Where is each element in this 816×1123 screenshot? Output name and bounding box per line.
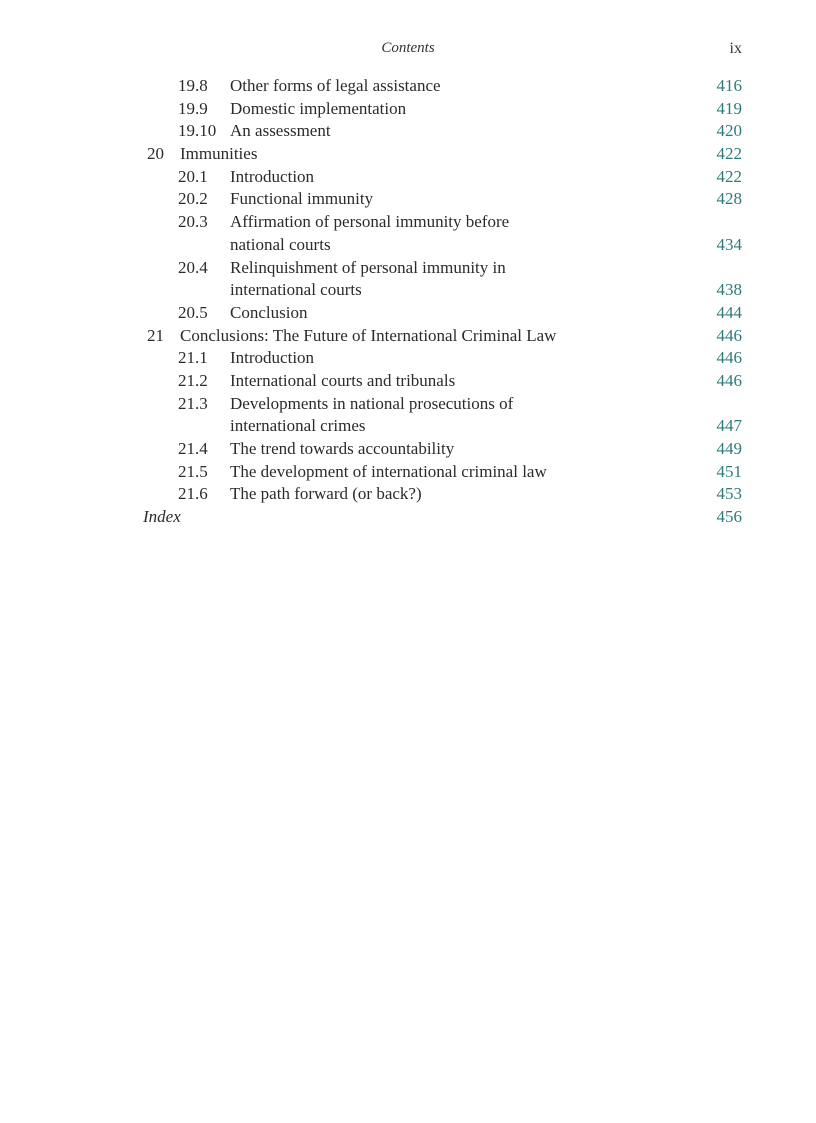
toc-entry-title: Domestic implementation [230, 98, 407, 118]
toc-entry-section[interactable] [0, 120, 816, 143]
toc-entry-cont[interactable] [0, 279, 816, 302]
toc-entry-number: 21.5 [178, 461, 208, 481]
toc-entry-page-link[interactable]: 446 [716, 325, 742, 345]
toc-entry-number: 21.6 [178, 484, 208, 504]
toc-entry-title: international crimes [230, 416, 366, 436]
toc-entry-title: international courts [230, 280, 362, 300]
toc-entry-title: An assessment [230, 121, 331, 141]
toc-entry-page-link[interactable]: 446 [716, 370, 742, 390]
toc-entry-page-link[interactable]: 451 [716, 461, 742, 481]
table-of-contents [0, 75, 816, 529]
toc-entry-title: Introduction [230, 166, 315, 186]
toc-entry-page-link[interactable]: 422 [716, 144, 742, 164]
toc-entry-number: 20.3 [178, 212, 208, 232]
toc-entry-number: 20.4 [178, 257, 208, 277]
toc-entry-section[interactable] [0, 393, 816, 416]
toc-entry-page-link[interactable]: 422 [716, 166, 742, 186]
toc-entry-section[interactable] [0, 483, 816, 506]
toc-entry-number: 19.10 [178, 121, 217, 141]
toc-entry-page-link[interactable]: 456 [716, 507, 742, 527]
toc-entry-number: 20 [147, 144, 164, 164]
toc-entry-page-link[interactable]: 434 [716, 234, 742, 254]
page-number: ix [729, 40, 742, 57]
toc-entry-page-link[interactable]: 447 [716, 416, 742, 436]
toc-entry-section[interactable] [0, 98, 816, 121]
toc-entry-number: 21.3 [178, 393, 208, 413]
toc-entry-cont[interactable] [0, 415, 816, 438]
toc-entry-page-link[interactable]: 449 [716, 439, 742, 458]
toc-entry-section[interactable] [0, 461, 816, 484]
toc-entry-page-link[interactable]: 420 [716, 121, 742, 141]
toc-entry-number: 20.1 [178, 166, 208, 186]
toc-entry-number: 21 [147, 325, 164, 345]
toc-entry-title: Other forms of legal assistance [230, 76, 441, 95]
toc-entry-section[interactable] [0, 166, 816, 189]
toc-entry-section[interactable] [0, 211, 816, 234]
running-head [0, 40, 816, 62]
toc-entry-number: 19.9 [178, 98, 208, 118]
toc-entry-title: Introduction [230, 348, 315, 368]
toc-entry-title: International courts and tribunals [230, 370, 456, 390]
toc-entry-number: 20.5 [178, 302, 208, 322]
toc-entry-title: national courts [230, 234, 331, 254]
toc-entry-title: Index [143, 507, 181, 527]
toc-entry-page-link[interactable]: 453 [716, 484, 742, 504]
toc-entry-title: Relinquishment of personal immunity in [230, 257, 506, 277]
toc-entry-chapter[interactable] [0, 325, 816, 348]
toc-entry-page-link[interactable]: 419 [716, 98, 742, 118]
toc-entry-title: The development of international criminal law [230, 461, 547, 481]
running-title: Contents [381, 40, 435, 56]
toc-entry-title: Developments in national prosecutions of [230, 393, 514, 413]
toc-entry-page-link[interactable]: 446 [716, 348, 742, 368]
toc-entry-section[interactable] [0, 370, 816, 393]
toc-entry-title: The trend towards accountability [230, 439, 455, 458]
toc-entry-chapter[interactable] [0, 143, 816, 166]
toc-entry-page-link[interactable]: 416 [716, 76, 742, 95]
toc-entry-title: The path forward (or back?) [230, 484, 422, 504]
toc-entry-title: Affirmation of personal immunity before [230, 212, 510, 232]
toc-entry-number: 21.2 [178, 370, 208, 390]
toc-entry-number: 21.4 [178, 439, 208, 458]
toc-entry-title: Conclusion [230, 302, 308, 322]
toc-entry-cont[interactable] [0, 234, 816, 257]
toc-entry-number: 20.2 [178, 189, 208, 209]
toc-entry-section[interactable] [0, 438, 816, 461]
toc-entry-section[interactable] [0, 257, 816, 280]
toc-entry-section[interactable] [0, 188, 816, 211]
toc-entry-number: 21.1 [178, 348, 208, 368]
toc-entry-title: Conclusions: The Future of International Criminal Law [180, 325, 557, 345]
toc-entry-page-link[interactable]: 428 [716, 189, 742, 209]
toc-entry-page-link[interactable]: 438 [716, 280, 742, 300]
toc-entry-section[interactable] [0, 75, 816, 98]
toc-entry-section[interactable] [0, 302, 816, 325]
toc-entry-index[interactable] [0, 506, 816, 529]
toc-entry-page-link[interactable]: 444 [716, 302, 742, 322]
toc-entry-title: Immunities [180, 144, 258, 164]
toc-entry-number: 19.8 [178, 76, 208, 95]
toc-entry-title: Functional immunity [230, 189, 374, 209]
toc-entry-section[interactable] [0, 347, 816, 370]
